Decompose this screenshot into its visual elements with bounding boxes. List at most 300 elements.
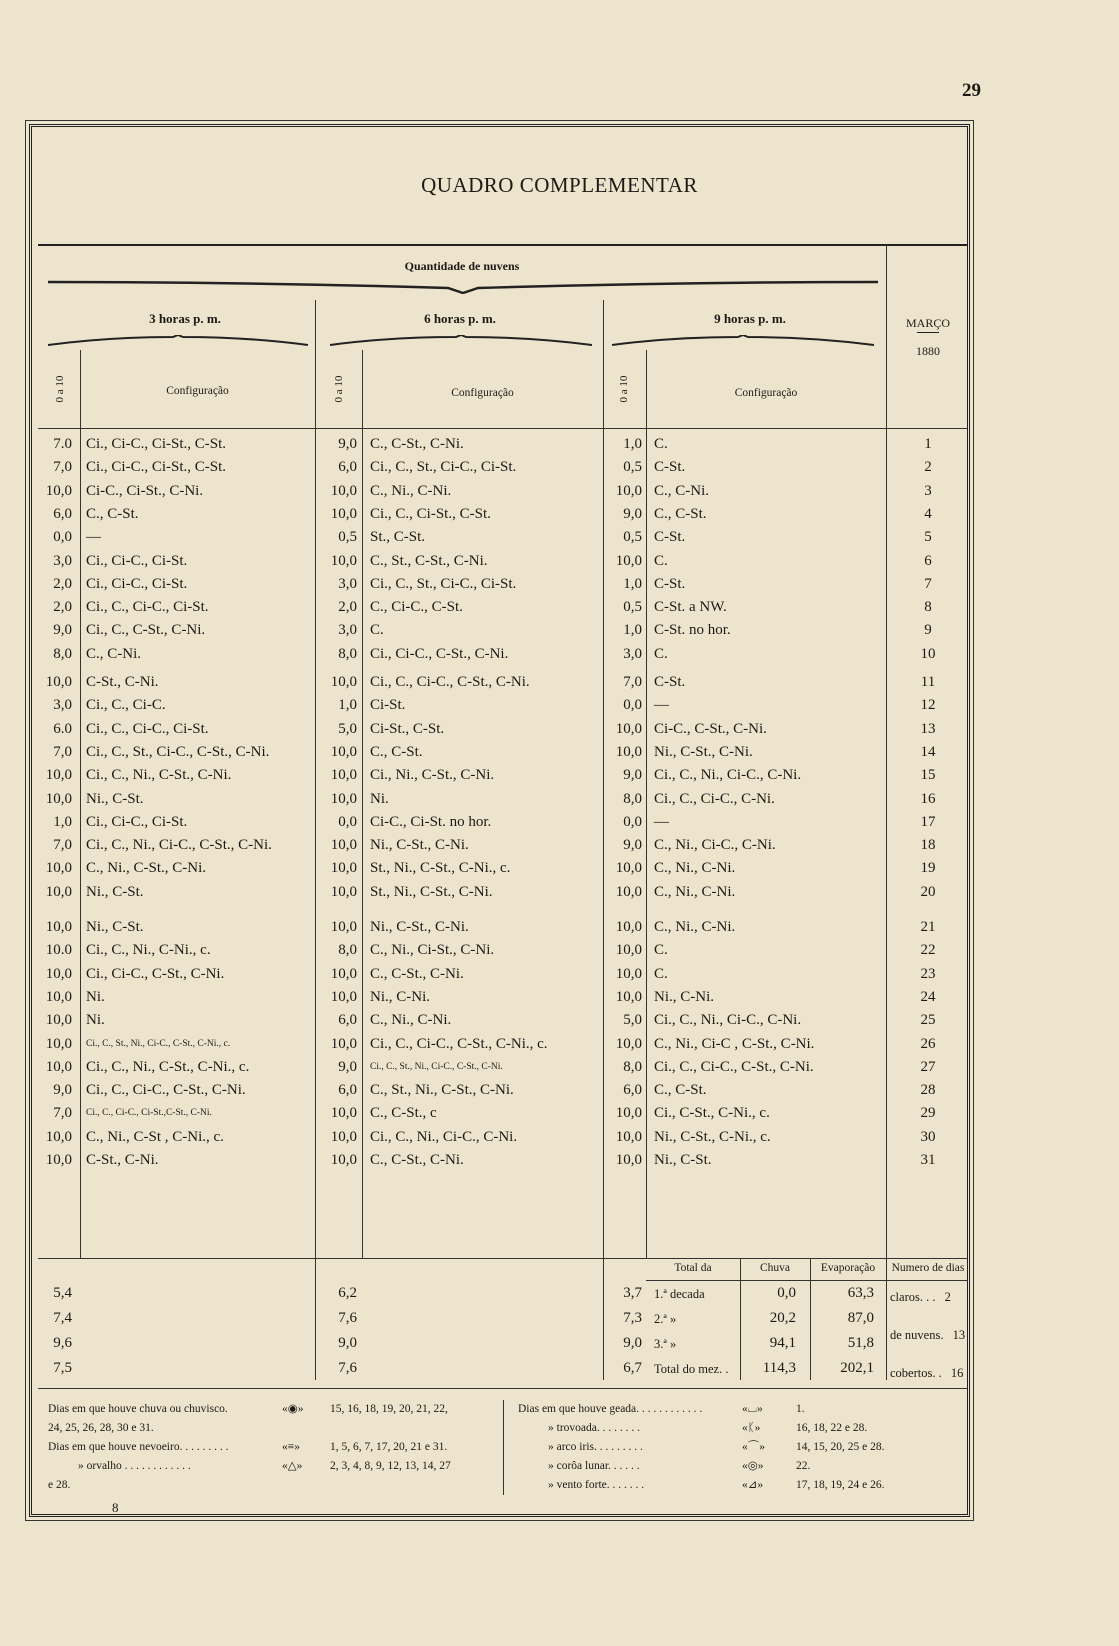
summary-label: 2.ª »	[654, 1312, 677, 1326]
cell-c9: Ci., C-St., C-Ni., c.	[654, 1105, 770, 1121]
cell-c3: C-St., C-Ni.	[86, 1152, 159, 1168]
month-label	[886, 316, 970, 336]
cell-day: 1	[924, 436, 932, 452]
cell-q3: 10,0	[45, 919, 72, 935]
dias-claros	[890, 1290, 951, 1305]
cell-q3: 7.0	[53, 436, 72, 452]
cell-q6: 9,0	[338, 436, 357, 452]
cell-c3: C-St., C-Ni.	[86, 674, 159, 690]
cell-c9: —	[654, 814, 669, 830]
cell-q6: 9,0	[338, 1059, 357, 1075]
cell-c3: Ci., C., Ci-C., Ci-St.,C-St., C-Ni.	[86, 1108, 212, 1118]
cell-day: 18	[920, 837, 936, 853]
cell-q6: 6,0	[338, 1012, 357, 1028]
cell-q6: 10,0	[330, 919, 357, 935]
cell-c9: Ni., C-Ni.	[654, 989, 714, 1005]
cell-c9: C., C-Ni.	[654, 483, 710, 499]
cell-c6: Ci-St., C-St.	[370, 721, 445, 737]
cell-q9: 10,0	[615, 553, 642, 569]
cell-c9: Ci., C., Ci-C., C-St., C-Ni.	[654, 1059, 814, 1075]
table-row	[0, 456, 1119, 478]
cell-q3: 10,0	[45, 1129, 72, 1145]
cell-day: 2	[924, 459, 932, 475]
cell-c9: C., Ni., C-Ni.	[654, 884, 736, 900]
summary-head-chuva: Chuva	[759, 1262, 791, 1274]
cell-c9: —	[654, 697, 669, 713]
cell-c9: C-St.	[654, 674, 686, 690]
cell-c3: Ci., C., Ni., C-Ni., c.	[86, 942, 211, 958]
legend-vals: 22.	[796, 1460, 811, 1472]
cell-q6: 10,0	[330, 966, 357, 982]
table-row	[0, 986, 1119, 1008]
cell-c3: C., Ni., C-St., C-Ni.	[86, 860, 207, 876]
cell-c3: Ci., C., Ci-C.	[86, 697, 166, 713]
cell-c6: C., C-St.	[370, 744, 423, 760]
legend-text: Dias em que houve nevoeiro. . . . . . . . .	[48, 1441, 229, 1453]
cell-q9: 8,0	[623, 1059, 642, 1075]
config-header-3h: Configuração	[166, 385, 229, 397]
cell-c3: Ci., Ci-C., Ci-St.	[86, 553, 188, 569]
brace-3h	[48, 335, 308, 347]
dias-claros-label: claros. . .	[890, 1290, 936, 1304]
cell-c3: Ci., Ci-C., C-St., C-Ni.	[86, 966, 225, 982]
table-row	[0, 643, 1119, 665]
cell-c6: Ci., C., Ci-St., C-St.	[370, 506, 491, 522]
table-row	[0, 1149, 1119, 1171]
cell-c6: Ni., C-St., C-Ni.	[370, 837, 469, 853]
cell-c3: Ci., Ci-C., Ci-St.	[86, 576, 188, 592]
table-row	[0, 433, 1119, 455]
cell-q9: 9,0	[623, 837, 642, 853]
cell-q9: 10,0	[615, 721, 642, 737]
cell-c9: Ci., C., Ni., Ci-C., C-Ni.	[654, 1012, 802, 1028]
table-row	[0, 550, 1119, 572]
cell-day: 6	[924, 553, 932, 569]
cell-c6: C., Ni., C-Ni.	[370, 1012, 452, 1028]
cell-c3: Ci., Ci-C., Ci-St.	[86, 814, 188, 830]
cell-q9: 6,0	[623, 1082, 642, 1098]
legend-sym: «△»	[282, 1460, 303, 1472]
cell-c6: Ci., C., St., Ci-C., Ci-St.	[370, 576, 517, 592]
cell-c9: C-St.	[654, 459, 686, 475]
summary-chuva: 114,3	[762, 1360, 796, 1376]
cell-c6: Ci., C., Ci-C., C-St., C-Ni., c.	[370, 1036, 548, 1052]
legend-top-rule	[38, 1388, 968, 1389]
table-row	[0, 811, 1119, 833]
cell-q6: 0,5	[338, 529, 357, 545]
cell-q6: 6,0	[338, 459, 357, 475]
summary-q6: 9,0	[338, 1335, 357, 1351]
summary-chuva: 94,1	[769, 1335, 796, 1351]
cell-q3: 7,0	[53, 1105, 72, 1121]
cell-q9: 0,0	[623, 697, 642, 713]
cell-q6: 2,0	[338, 599, 357, 615]
legend-vals: 17, 18, 19, 24 e 26.	[796, 1479, 885, 1491]
subtitle: Quantidade de nuvens	[404, 259, 520, 273]
summary-q6: 6,2	[338, 1285, 357, 1301]
cell-q3: 10,0	[45, 674, 72, 690]
summary-q6: 7,6	[338, 1360, 357, 1376]
dias-nuvens-value: 13	[952, 1328, 966, 1342]
cell-day: 20	[920, 884, 936, 900]
cell-c9: C-St. a NW.	[654, 599, 727, 615]
cell-c9: C.	[654, 553, 668, 569]
cell-q6: 8,0	[338, 646, 357, 662]
cell-q3: 7,0	[53, 459, 72, 475]
cell-c3: C., C-St.	[86, 506, 139, 522]
cell-q6: 10,0	[330, 1152, 357, 1168]
legend-text: 24, 25, 26, 28, 30 e 31.	[48, 1422, 154, 1434]
cell-q3: 6.0	[53, 721, 72, 737]
legend-text: Dias em que houve chuva ou chuvisco.	[48, 1403, 228, 1415]
legend-divider	[503, 1400, 504, 1495]
summary-q9: 6,7	[623, 1360, 642, 1376]
cell-c3: Ni., C-St.	[86, 791, 144, 807]
summary-q9: 9,0	[623, 1335, 642, 1351]
table-row	[0, 881, 1119, 903]
config-header-6h: Configuração	[451, 387, 514, 399]
cell-q3: 10,0	[45, 989, 72, 1005]
summary-top-rule	[38, 1258, 968, 1259]
summary-evap: 51,8	[847, 1335, 874, 1351]
legend-vals: 1.	[796, 1403, 805, 1415]
cell-q3: 6,0	[53, 506, 72, 522]
cell-c6: Ci-St.	[370, 697, 406, 713]
cell-q6: 5,0	[338, 721, 357, 737]
cell-c3: Ni.	[86, 989, 105, 1005]
summary-label: 1.ª decada	[654, 1287, 705, 1301]
dias-claros-value: 2	[944, 1290, 951, 1304]
cell-q6: 10,0	[330, 791, 357, 807]
cell-q6: 6,0	[338, 1082, 357, 1098]
cell-q3: 10,0	[45, 860, 72, 876]
cell-q3: 10,0	[45, 1059, 72, 1075]
brace-main	[48, 280, 878, 294]
header-9h: 9 horas p. m.	[714, 311, 786, 326]
cell-c6: Ci-C., Ci-St. no hor.	[370, 814, 492, 830]
cell-q3: 10,0	[45, 483, 72, 499]
cell-day: 31	[920, 1152, 936, 1168]
cell-c9: Ci., C., Ci-C., C-Ni.	[654, 791, 775, 807]
cell-q9: 0,5	[623, 459, 642, 475]
cell-q6: 10,0	[330, 744, 357, 760]
table-row	[0, 1102, 1119, 1124]
cell-q6: 10,0	[330, 506, 357, 522]
summary-chuva: 0,0	[777, 1285, 796, 1301]
cell-q6: 3,0	[338, 576, 357, 592]
cell-c6: Ni., C-St., C-Ni.	[370, 919, 469, 935]
cell-c6: St., Ni., C-St., C-Ni.	[370, 884, 493, 900]
cell-q9: 9,0	[623, 506, 642, 522]
cell-q9: 0,5	[623, 529, 642, 545]
top-rule	[38, 244, 968, 246]
cell-q9: 0,0	[623, 814, 642, 830]
cell-q6: 10,0	[330, 674, 357, 690]
cell-q3: 3,0	[53, 697, 72, 713]
legend-sym: «ᛕ»	[742, 1422, 761, 1434]
cell-c9: C-St. no hor.	[654, 622, 731, 638]
cell-day: 17	[920, 814, 936, 830]
cell-day: 30	[920, 1129, 936, 1145]
cell-q6: 10,0	[330, 553, 357, 569]
cell-c3: Ci., C., Ni., C-St., C-Ni.	[86, 767, 232, 783]
header-3h: 3 horas p. m.	[149, 311, 221, 326]
table-row	[0, 834, 1119, 856]
summary-evap: 202,1	[840, 1360, 874, 1376]
legend-sym: «⊿»	[742, 1479, 764, 1491]
cell-c3: Ci., C., St., Ci-C., C-St., C-Ni.	[86, 744, 270, 760]
summary-divider-dias	[886, 1258, 887, 1380]
cell-c6: C., St., C-St., C-Ni.	[370, 553, 488, 569]
cell-q3: 10,0	[45, 884, 72, 900]
table-row	[0, 1009, 1119, 1031]
cell-day: 11	[920, 674, 936, 690]
brace-6h	[330, 335, 592, 347]
table-row	[0, 788, 1119, 810]
config-header-9h: Configuração	[734, 387, 798, 399]
table-row	[0, 764, 1119, 786]
cell-day: 10	[920, 646, 936, 662]
cell-c9: C., C-St.	[654, 506, 707, 522]
cell-q6: 10,0	[330, 1036, 357, 1052]
cell-q6: 10,0	[330, 483, 357, 499]
cell-q9: 10,0	[615, 1105, 642, 1121]
cell-day: 12	[920, 697, 936, 713]
legend-sym: «⌒»	[742, 1441, 765, 1453]
summary-q6: 7,6	[338, 1310, 357, 1326]
table-row	[0, 1126, 1119, 1148]
cell-q6: 3,0	[338, 622, 357, 638]
cell-q9: 10,0	[615, 884, 642, 900]
cell-day: 24	[920, 989, 936, 1005]
cell-q3: 8,0	[53, 646, 72, 662]
cell-q9: 10,0	[615, 1152, 642, 1168]
cell-c6: C., Ci-C., C-St.	[370, 599, 463, 615]
cell-q3: 10,0	[45, 1012, 72, 1028]
cell-q6: 10,0	[330, 989, 357, 1005]
cell-q9: 10,0	[615, 744, 642, 760]
cell-c9: C., C-St.	[654, 1082, 707, 1098]
cell-c6: St., Ni., C-St., C-Ni., c.	[370, 860, 511, 876]
month-text: MARÇO	[905, 316, 950, 330]
page-number: 29	[962, 80, 981, 101]
brace-9h	[612, 335, 874, 347]
cell-c3: Ci., C., Ci-C., Ci-St.	[86, 599, 209, 615]
summary-label: Total do mez. .	[654, 1362, 729, 1376]
table-row	[0, 1033, 1119, 1055]
cell-q3: 7,0	[53, 744, 72, 760]
cell-q3: 10.0	[45, 942, 72, 958]
table-row	[0, 671, 1119, 693]
cell-day: 15	[920, 767, 936, 783]
dias-nuvens-label: de nuvens.	[890, 1328, 944, 1342]
cell-q3: 10,0	[45, 791, 72, 807]
cell-c3: Ci., C., Ci-C., Ci-St.	[86, 721, 209, 737]
cell-q3: 7,0	[53, 837, 72, 853]
cell-c6: C., C-St., C-Ni.	[370, 1152, 464, 1168]
cell-day: 19	[920, 860, 936, 876]
summary-evap: 63,3	[847, 1285, 874, 1301]
cell-c9: C., Ni., Ci-C , C-St., C-Ni.	[654, 1036, 815, 1052]
cell-c3: Ci-C., Ci-St., C-Ni.	[86, 483, 204, 499]
cell-c6: Ci., Ni., C-St., C-Ni.	[370, 767, 495, 783]
summary-head-dias: Numero de dias	[891, 1262, 965, 1274]
cell-day: 7	[924, 576, 932, 592]
summary-head-total: Total da	[674, 1262, 712, 1274]
cell-day: 22	[920, 942, 936, 958]
summary-q3: 7,5	[53, 1360, 72, 1376]
cell-c3: Ci., Ci-C., Ci-St., C-St.	[86, 459, 227, 475]
cell-c6: C., St., Ni., C-St., C-Ni.	[370, 1082, 514, 1098]
dias-cobertos-value: 16	[950, 1366, 964, 1380]
cell-q9: 10,0	[615, 1036, 642, 1052]
cell-c9: C.	[654, 942, 668, 958]
table-row	[0, 963, 1119, 985]
cell-c9: C.	[654, 966, 668, 982]
cell-c3: Ni.	[86, 1012, 105, 1028]
cell-c6: Ci., C., Ni., Ci-C., C-Ni.	[370, 1129, 518, 1145]
cell-c6: C., Ni., C-Ni.	[370, 483, 452, 499]
cell-c3: Ci., C., C-St., C-Ni.	[86, 622, 206, 638]
cell-c6: C.	[370, 622, 384, 638]
cell-q3: 10,0	[45, 1036, 72, 1052]
cell-q6: 10,0	[330, 860, 357, 876]
cell-day: 5	[924, 529, 932, 545]
cell-day: 25	[920, 1012, 936, 1028]
scale-header-6h: 0 a 10	[333, 375, 345, 403]
legend-text: Dias em que houve geada. . . . . . . . . . . .	[518, 1403, 703, 1415]
legend-text: » vento forte. . . . . . .	[548, 1479, 645, 1491]
cell-q9: 8,0	[623, 791, 642, 807]
cell-c3: Ci., C., Ni., Ci-C., C-St., C-Ni.	[86, 837, 272, 853]
cell-c9: Ni., C-St., C-Ni., c.	[654, 1129, 771, 1145]
legend-text: e 28.	[48, 1479, 71, 1491]
cell-q3: 10,0	[45, 767, 72, 783]
cell-day: 29	[920, 1105, 936, 1121]
cell-q3: 10,0	[45, 1152, 72, 1168]
table-row	[0, 1056, 1119, 1078]
cell-c3: Ni., C-St.	[86, 884, 144, 900]
cell-c3: Ci., Ci-C., Ci-St., C-St.	[86, 436, 227, 452]
summary-q3: 7,4	[53, 1310, 72, 1326]
cell-q3: 3,0	[53, 553, 72, 569]
cell-c6: Ci., C., St., Ni., Ci-C., C-St., C-Ni.	[370, 1062, 503, 1072]
cell-c3: C., C-Ni.	[86, 646, 142, 662]
summary-head-rule	[646, 1280, 968, 1281]
summary-head-evap: Evaporação	[820, 1262, 876, 1274]
legend-vals: 15, 16, 18, 19, 20, 21, 22,	[330, 1403, 448, 1415]
cell-q3: 0,0	[53, 529, 72, 545]
table-row	[0, 939, 1119, 961]
cell-q6: 0,0	[338, 814, 357, 830]
cell-c3: —	[86, 529, 101, 545]
cell-q9: 1,0	[623, 436, 642, 452]
cell-c9: Ci., C., Ni., Ci-C., C-Ni.	[654, 767, 802, 783]
cell-c3: Ni., C-St.	[86, 919, 144, 935]
table-row	[0, 857, 1119, 879]
cell-c6: C., C-St., C-Ni.	[370, 966, 464, 982]
table-row	[0, 1079, 1119, 1101]
cell-c6: St., C-St.	[370, 529, 426, 545]
cell-q3: 2,0	[53, 576, 72, 592]
cell-q9: 10,0	[615, 942, 642, 958]
cell-c9: Ni., C-St., C-Ni.	[654, 744, 753, 760]
table-row	[0, 741, 1119, 763]
summary-q3: 9,6	[53, 1335, 72, 1351]
cell-c6: C., C-St., C-Ni.	[370, 436, 464, 452]
legend-vals: 16, 18, 22 e 28.	[796, 1422, 868, 1434]
cell-q9: 10,0	[615, 860, 642, 876]
cell-q3: 9,0	[53, 622, 72, 638]
scale-header-9h: 0 a 10	[618, 375, 630, 403]
cell-c9: C.	[654, 436, 668, 452]
cell-q9: 9,0	[623, 767, 642, 783]
summary-q9: 3,7	[623, 1285, 642, 1301]
cell-day: 28	[920, 1082, 936, 1098]
summary-q3: 5,4	[53, 1285, 72, 1301]
summary-chuva: 20,2	[769, 1310, 796, 1326]
cell-q6: 8,0	[338, 942, 357, 958]
summary-label: 3.ª »	[654, 1337, 677, 1351]
dias-cobertos-label: cobertos. .	[890, 1366, 942, 1380]
cell-q6: 10,0	[330, 1105, 357, 1121]
legend-sym: «⌴»	[742, 1403, 763, 1415]
cell-q9: 1,0	[623, 576, 642, 592]
dias-nuvens	[890, 1328, 965, 1343]
table-row	[0, 480, 1119, 502]
cell-c6: C., C-St., c	[370, 1105, 437, 1121]
cell-q3: 10,0	[45, 966, 72, 982]
table-row	[0, 619, 1119, 641]
cell-q6: 10,0	[330, 767, 357, 783]
legend-sym: «◉»	[282, 1403, 304, 1415]
cell-q9: 10,0	[615, 919, 642, 935]
cell-c9: Ni., C-St.	[654, 1152, 712, 1168]
table-row	[0, 503, 1119, 525]
cell-c6: Ni.	[370, 791, 389, 807]
cell-c9: C.	[654, 646, 668, 662]
year-label: 1880	[916, 344, 940, 358]
table-row	[0, 573, 1119, 595]
cell-q9: 7,0	[623, 674, 642, 690]
dias-cobertos	[890, 1366, 963, 1381]
cell-c6: Ci., C., Ci-C., C-St., C-Ni.	[370, 674, 530, 690]
cell-day: 16	[920, 791, 936, 807]
table-row	[0, 916, 1119, 938]
cell-c3: Ci., C., St., Ni., Ci-C., C-St., C-Ni., c.	[86, 1039, 231, 1049]
cell-q9: 5,0	[623, 1012, 642, 1028]
cell-c6: Ni., C-Ni.	[370, 989, 430, 1005]
cell-c3: Ci., C., Ni., C-St., C-Ni., c.	[86, 1059, 250, 1075]
table-row	[0, 526, 1119, 548]
cell-day: 3	[924, 483, 932, 499]
cell-day: 23	[920, 966, 936, 982]
header-bottom-rule	[38, 428, 968, 429]
legend-vals: 2, 3, 4, 8, 9, 12, 13, 14, 27	[330, 1460, 451, 1472]
cell-c3: Ci., C., Ci-C., C-St., C-Ni.	[86, 1082, 246, 1098]
cell-q9: 10,0	[615, 483, 642, 499]
table-row	[0, 718, 1119, 740]
cell-day: 27	[920, 1059, 936, 1075]
cell-day: 14	[920, 744, 936, 760]
legend-text: » corôa lunar. . . . . .	[548, 1460, 640, 1472]
cell-q6: 10,0	[330, 837, 357, 853]
table-row	[0, 596, 1119, 618]
scale-header-3h: 0 a 10	[54, 375, 66, 403]
cell-q3: 2,0	[53, 599, 72, 615]
header-6h: 6 horas p. m.	[424, 311, 496, 326]
cell-c6: Ci., Ci-C., C-St., C-Ni.	[370, 646, 509, 662]
